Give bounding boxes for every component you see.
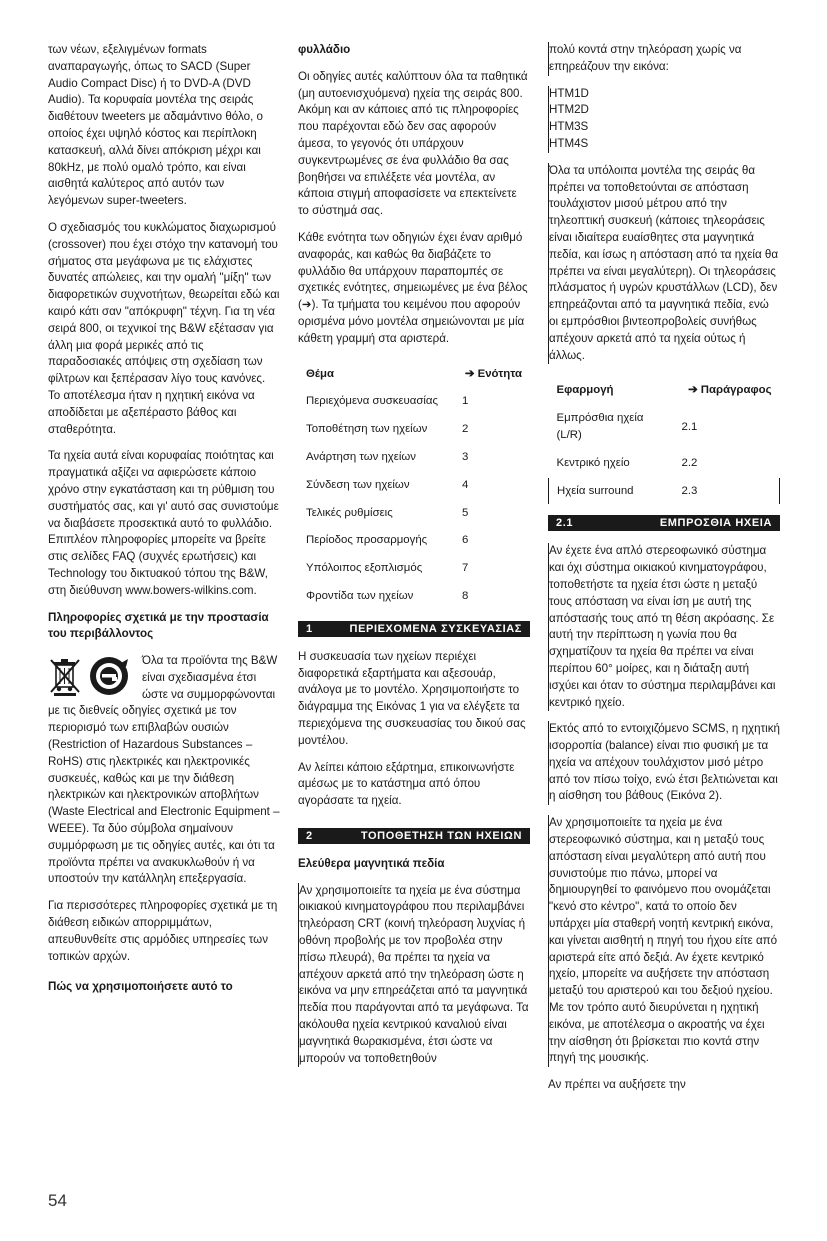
contents-topic: Τελικές ρυθμίσεις [298,499,454,527]
magnetic-fields-paragraph: Αν χρησιμοποιείτε τα ηχεία με ένα σύστημα οικιακού κινηματογράφου που περιλαμβάνει τηλεόραση CRT (κοινή τηλεόραση λυχνίας ή οθόνη προβολής με τον προβολέα στην πίσω πλευρά), θα πρέπει τα ηχεία να απέχουν αρκετά από την τηλεόραση ώστε η εικόνα να μην επηρεάζεται από τα μαγνητικά πεδία που παράγονται από τα μεγάφωνα. Τα ακόλουθα ηχεία κεντρικού καναλιού είναι μαγνητικά θωρακισμένα, έτσι ώστε να μπορούν να τοποθετηθούν [298,883,530,1068]
section-1-banner [298,621,530,637]
section-2-number: 2 [306,829,313,842]
section-1-title: ΠΕΡΙΕΧΟΜΕΝΑ ΣΥΣΚΕΥΑΣΙΑΣ [349,622,522,635]
weee-bin-icon [48,656,82,696]
contents-table [298,358,530,611]
front-speakers-paragraph-1: Αν έχετε ένα απλό στερεοφωνικό σύστημα και όχι σύστημα οικιακού κινηματογράφου, τοποθετήστε τα ηχεία έτσι ώστε η μεταξύ τους απόσταση να είναι ίση με αυτή της απόστασής τους από τη θέση ακρόασης. Σε αυτή την περίπτωση η γωνία που θα σχηματίζουν τα ηχεία θα πρέπει να είναι περίπου 60° μοίρες, και η διάταξη αυτή ισχύει και όταν το σύστημα περιλαμβάνει και κεντρικό ηχείο. [548,543,780,711]
contents-section-number: 3 [454,443,530,471]
page-number: 54 [48,1191,67,1210]
section-2-banner [298,828,530,844]
contents-table-section-header: ➔ Ενότητα [464,367,522,380]
contents-topic: Περίοδος προσαρμογής [298,527,454,555]
other-models-paragraph: Όλα τα υπόλοιπα μοντέλα της σειράς θα πρέπει να τοποθετούνται σε απόσταση τουλάχιστον μισού μέτρου από την τηλεοπτική συσκευή (κάποιες τηλεοράσεις είναι ιδιαίτερα ευαίσθητες στα μαγνητικά πεδία, και ίσως η απόσταση από τα ηχεία θα πρέπει να είναι μεγαλύτερη). Οι τηλεοράσεις πλάσματος ή υγρών κρυστάλλων (LCD), δεν επηρεάζονται από τα μαγνητικά πεδία, ενώ οι εμπρόσθιοι βιντεοπροβολείς συνήθως απέχουν αρκετά από τα ηχεία ούτως ή άλλως. [548,163,780,365]
application-header: Εφαρμογή [556,384,614,397]
column-left [48,42,280,1006]
rohs-compliance-icon [88,655,130,697]
shielded-models-list [548,86,780,153]
contents-table-topic-header: Θέμα [306,367,334,380]
intro-paragraph-3: Τα ηχεία αυτά είναι κορυφαίας ποιότητας και πραγματικά αξίζει να αφιερώσετε κάποιο χρόνο στην εγκατάσταση και τη ρύθμιση του συστήματός σας, και γι' αυτό σας συνιστούμε να διαβάσετε προσεκτικά αυτό το φυλλάδιο. Επιπλέον πληροφορίες μπορείτε να βρείτε στις σελίδες FAQ (συχνές ερωτήσεις) και Technology του δικτυακού τόπου της B&W, στη διεύθυνση www.bowers-wilkins.com. [48,449,279,597]
section-2-1-banner [548,515,780,531]
column-right [548,42,780,1104]
application-paragraph: 2.2 [674,449,780,477]
table-row [298,582,530,610]
application-paragraph: 2.3 [674,477,780,505]
disposal-paragraph: Για περισσότερες πληροφορίες σχετικά με τη διάθεση ειδικών απορριμμάτων, απευθυνθείτε στις αρμόδιες υπηρεσίες των τοπικών αρχών. [48,899,278,963]
list-item: HTM2D [549,103,589,117]
environment-symbols [48,655,136,697]
packaging-paragraph-1: Η συσκευασία των ηχείων περιέχει διαφορετικά εξαρτήματα και αξεσουάρ, ανάλογα με το μοντέλο. Χρησιμοποιήστε το διάγραμμα της Εικόνας 1 για να ελέγξετε τα περιεχόμενα της συσκευασίας του δικού σας μοντέλου. [298,649,526,747]
application-name: Ηχεία surround [549,477,674,505]
contents-section-number: 8 [454,582,530,610]
section-1-number: 1 [306,622,313,635]
section-2-1-title: ΕΜΠΡΟΣΘΙΑ ΗΧΕΙΑ [659,517,772,530]
section-2-title: ΤΟΠΟΘΕΤΗΣΗ ΤΩΝ ΗΧΕΙΩΝ [360,829,522,842]
howto-heading-part1: Πώς να χρησιμοποιήσετε αυτό το [48,980,233,994]
application-paragraph: 2.1 [674,405,780,449]
contents-topic: Υπόλοιπος εξοπλισμός [298,555,454,583]
table-row [549,477,780,505]
howto-heading-part2: φυλλάδιο [298,43,351,56]
environment-heading: Πληροφορίες σχετικά με την προστασία του περιβάλλοντος [48,610,269,641]
packaging-paragraph-2: Αν λείπει κάποιο εξάρτημα, επικοινωνήστε αμέσως με το κατάστημα από όπου αγοράσατε τα ηχεία. [298,760,515,808]
table-row [549,405,780,449]
contents-section-number: 2 [454,416,530,444]
contents-section-number: 4 [454,471,530,499]
table-row [298,499,530,527]
application-name: Εμπρόσθια ηχεία (L/R) [549,405,674,449]
table-row [298,443,530,471]
magnetic-fields-heading: Ελεύθερα μαγνητικά πεδία [298,856,445,870]
howto-paragraph-2: Κάθε ενότητα των οδηγιών έχει έναν αριθμό αναφοράς, και καθώς θα διαβάζετε το φυλλάδιο θα υπάρχουν παραπομπές σε σχετικές ενότητες, σημειωμένες με ένα βέλος (➔). Τα τμήματα του κειμένου που αφορούν ορισμένα μόνο μοντέλα σημειώνονται με μία κάθετη γραμμή στα αριστερά. [298,230,528,345]
table-row [549,449,780,477]
list-item: HTM4S [549,136,589,150]
contents-section-number: 1 [454,388,530,415]
intro-paragraph-2: Ο σχεδιασμός του κυκλώματος διαχωρισμού (crossover) που έχει στόχο την κατανομή του σήματος στα μεγάφωνα με τις ελάχιστες δυνατές απώλειες, και την ομαλή "μίξη" των διαφορετικών συχνοτήτων, θεωρείται εδώ και καιρό κάτι σαν "απόκρυφη" τέχνη. Για τη νέα σειρά 800, οι τεχνικοί της B&W εξέτασαν για άλλη μια φορά μερικές από τις παραδοσιακές απόψεις στη σχεδίαση των φίλτρων και ξεπέρασαν λίγο τους κανόνες. Το αποτέλεσμα ήταν η ηχητική εικόνα να αποδίδεται με αξεπέραστο βάθος και σταθερότητα. [48,220,280,436]
front-speakers-paragraph-3: Αν χρησιμοποιείτε τα ηχεία με ένα στερεοφωνικό σύστημα, και η μεταξύ τους απόσταση είναι μεγαλύτερη από αυτή που συνιστούμε πιο πάνω, μπορεί να δημιουργηθεί το φαινόμενο που ονομάζεται "κενό στο κέντρο", κατά το οποίο δεν υπάρχει μία σταθερή νοητή κεντρική εικόνα, και γίνεται αισθητή η πηγή του ήχου είτε από αριστερά είτε από δεξιά. Αν έχετε κεντρικό ηχείο, μπορείτε να αυξήσετε την απόσταση μεταξύ του αριστερού και του δεξιού ηχείου. Με τον τρόπο αυτό διευρύνεται η ηχητική εικόνα, με αποτέλεσμα ο ακροατής να έχει την αίσθηση ότι βρίσκεται πιο κοντά στην πηγή της μουσικής. [548,815,780,1067]
intro-paragraph-1: των νέων, εξελιγμένων formats αναπαραγωγής, όπως το SACD (Super Audio Compact Disc) ή το DVD-A (DVD Audio). Τα κορυφαία μοντέλα της σειράς διαθέτουν tweeters με αδαμάντινο θόλο, ο οποίος έχει υψηλό κόστος και περίπλοκη κατασκευή, αλλά δίνει απόκριση μέχρι και 80kHz, με πολύ ομαλό τρόπο, και είναι αισθητά καλύτερος από αυτόν των λεγόμενων super-tweeters. [48,43,263,208]
contents-topic: Σύνδεση των ηχείων [298,471,454,499]
section-2-1-number: 2.1 [556,517,574,530]
table-row [298,527,530,555]
list-item: HTM3S [549,120,589,134]
environment-text: Όλα τα προϊόντα της B&W είναι σχεδιασμένα έτσι ώστε να συμμορφώνονται με τις διεθνείς οδηγίες σχετικά με τον περιορισμό των επιβλαβών ουσιών (Restriction of Hazardous Substances – RoHS) στις ηλεκτρικές και ηλεκτρονικές συσκευές, καθώς και με την διάθεση ηλεκτρικών και ηλεκτρονικών αποβλήτων (Waste Electrical and Electronic Equipment – WEEE). Τα δύο σύμβολα σημαίνουν συμμόρφωση με τις οδηγίες αυτές, και ότι τα προϊόντα πρέπει να ανακυκλωθούν ή να υποστούν την κατάλληλη επεξεργασία. [48,654,280,886]
shielded-models-intro: πολύ κοντά στην τηλεόραση χωρίς να επηρεάζουν την εικόνα: [548,42,780,76]
table-row [298,416,530,444]
contents-topic: Περιεχόμενα συσκευασίας [298,388,454,415]
table-row [298,388,530,415]
column-middle [298,42,530,1077]
list-item: HTM1D [549,86,589,100]
application-table [548,374,780,505]
environment-block [48,653,280,888]
paragraph-header: ➔ Παράγραφος [688,384,772,397]
application-name: Κεντρικό ηχείο [549,449,674,477]
contents-topic: Τοποθέτηση των ηχείων [298,416,454,444]
table-row [298,471,530,499]
contents-topic: Φροντίδα των ηχείων [298,582,454,610]
contents-section-number: 6 [454,527,530,555]
contents-section-number: 7 [454,555,530,583]
howto-paragraph-1: Οι οδηγίες αυτές καλύπτουν όλα τα παθητικά (μη αυτοενισχυόμενα) ηχεία της σειράς 800. Ακόμη και αν κάποιες από τις πληροφορίες που παρέχονται εδώ δεν σας αφορούν άμεσα, το γεγονός ότι υπάρχουν συγκεντρωμένες σε ένα φυλλάδιο θα σας βοηθήσει να επιλέξετε νέα μοντέλα, αν κάποια στιγμή αποφασίσετε να επεκτείνετε το σύστημά σας. [298,69,528,218]
contents-section-number: 5 [454,499,530,527]
contents-topic: Ανάρτηση των ηχείων [298,443,454,471]
table-row [298,555,530,583]
front-speakers-paragraph-2: Εκτός από το εντοιχιζόμενο SCMS, η ηχητική ισορροπία (balance) είναι πιο φυσική με τα ηχεία να απέχουν τουλάχιστον μισό μέτρο από τον πίσω τοίχο, ενώ έτσι βελτιώνεται και η αίσθηση του βάθους (Εικόνα 2). [548,721,780,805]
front-speakers-paragraph-4: Αν πρέπει να αυξήσετε την [548,1078,686,1092]
